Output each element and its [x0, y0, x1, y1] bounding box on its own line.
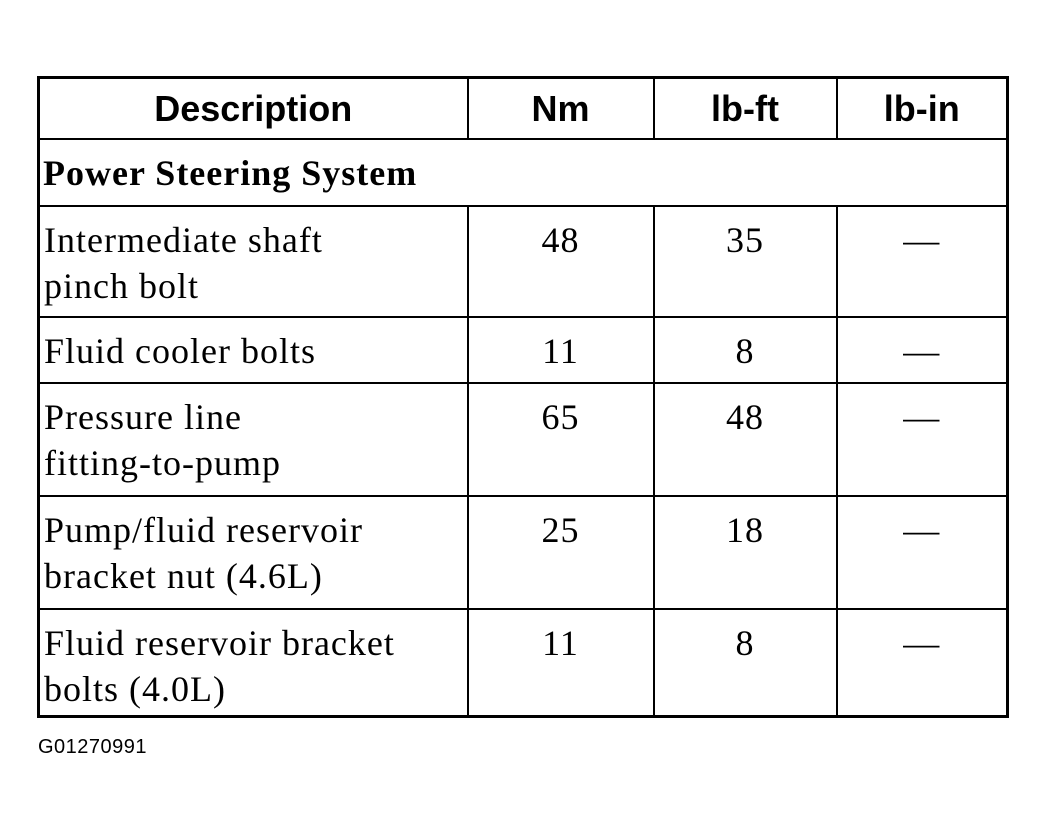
description-cell — [39, 317, 468, 383]
nm-cell: 25 — [468, 496, 654, 609]
header-lb-ft: lb-ft — [654, 78, 837, 140]
description-cell — [39, 383, 468, 496]
header-row — [39, 78, 1008, 140]
description-line: Fluid reservoir bracket — [44, 623, 395, 663]
description-line: bolts (4.0L) — [44, 669, 226, 709]
description-line: Intermediate shaft — [44, 220, 323, 260]
dash-value: — — [903, 510, 941, 550]
description-line: pinch bolt — [44, 266, 199, 306]
section-title: Power Steering System — [39, 139, 1008, 206]
table-row — [39, 206, 1008, 317]
lb-in-cell — [837, 383, 1008, 496]
dash-value: — — [903, 623, 941, 663]
description-cell — [39, 496, 468, 609]
dash-value: — — [903, 397, 941, 437]
dash-value: — — [903, 331, 941, 371]
description-line: Fluid cooler bolts — [44, 331, 316, 371]
nm-cell: 11 — [468, 317, 654, 383]
lb-ft-cell: 8 — [654, 609, 837, 717]
table-row — [39, 496, 1008, 609]
lb-in-cell — [837, 206, 1008, 317]
lb-in-cell — [837, 609, 1008, 717]
description-line: bracket nut (4.6L) — [44, 556, 323, 596]
torque-specifications-table — [37, 76, 1009, 718]
header-description: Description — [39, 78, 468, 140]
description-cell — [39, 206, 468, 317]
table-row — [39, 317, 1008, 383]
nm-cell: 48 — [468, 206, 654, 317]
dash-value: — — [903, 220, 941, 260]
nm-cell: 11 — [468, 609, 654, 717]
header-nm: Nm — [468, 78, 654, 140]
description-line: fitting-to-pump — [44, 443, 281, 483]
lb-ft-cell: 8 — [654, 317, 837, 383]
lb-ft-cell: 18 — [654, 496, 837, 609]
table-row — [39, 609, 1008, 717]
description-cell — [39, 609, 468, 717]
description-line: Pump/fluid reservoir — [44, 510, 363, 550]
figure-id-label: G01270991 — [38, 736, 148, 758]
header-lb-in: lb-in — [837, 78, 1008, 140]
lb-ft-cell: 48 — [654, 383, 837, 496]
description-line: Pressure line — [44, 397, 242, 437]
lb-in-cell — [837, 317, 1008, 383]
lb-in-cell — [837, 496, 1008, 609]
lb-ft-cell: 35 — [654, 206, 837, 317]
section-row — [39, 139, 1008, 206]
table-row — [39, 383, 1008, 496]
nm-cell: 65 — [468, 383, 654, 496]
